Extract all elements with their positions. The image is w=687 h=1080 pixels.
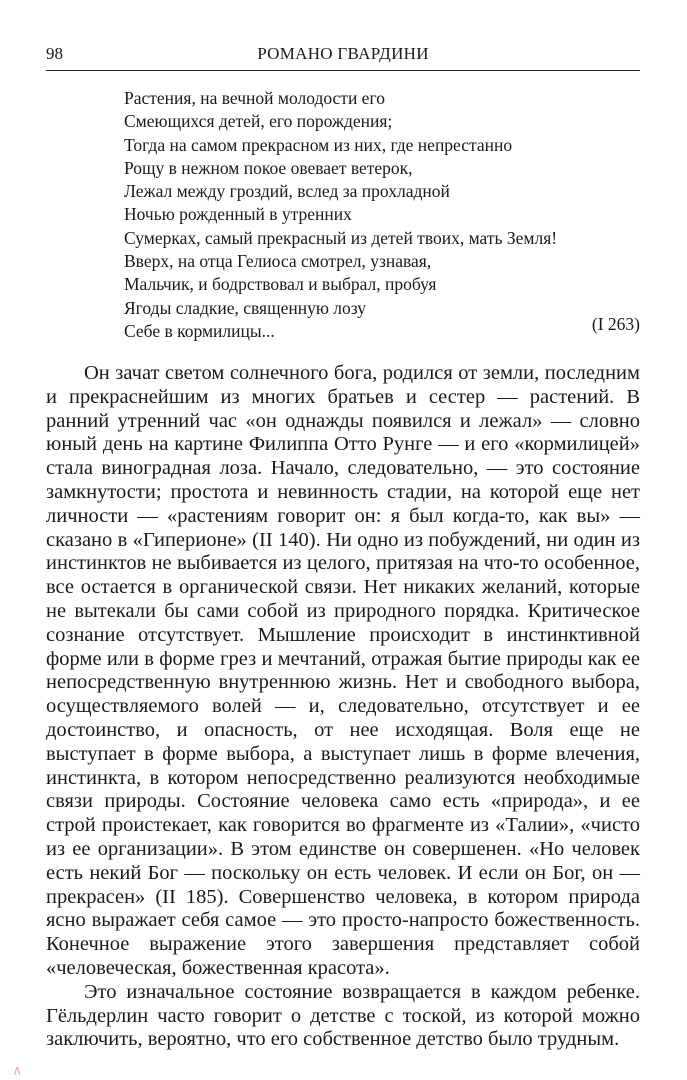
poem-line: Ягоды сладкие, священную лозу: [124, 297, 367, 318]
poem-line: Себе в кормилицы...: [124, 320, 275, 341]
paragraph: Это изначальное состояние возвращается в каждом ребенке. Гёльдерлин часто говорит о детстве с тоской, из которой можно заключить, вероятно, что его собственное детство было трудным.: [46, 980, 640, 1051]
poem-line: Тогда на самом прекрасном из них, где непрестанно: [124, 134, 513, 155]
page-header: [46, 44, 640, 71]
poem-line: Вверх, на отца Гелиоса смотрел, узнавая,: [124, 251, 432, 272]
poem-line: Растения, на вечной молодости его: [124, 88, 385, 108]
poem-line: Ночью рожденный в утренних: [124, 204, 352, 225]
margin-mark: ∧: [12, 1064, 23, 1079]
running-title: РОМАНО ГВАРДИНИ: [257, 44, 429, 63]
poem-quote: [124, 87, 557, 343]
poem-line: Лежал между гроздий, вслед за прохладной: [124, 181, 450, 202]
paragraph: Он зачат светом солнечного бога, родился от земли, последним и прекраснейшим из многих братьев и сестер — растений. В ранний утренний час «он однажды появился и лежал» — словно юный день на картине Филиппа Отто Рунге — и его «кормилицей» стала виноградная лоза. Начало, следовательно, — это состояние замкнутости; простота и невинность стадии, на которой еще нет личности — «растениям говорит он: я был когда-то, как вы» — сказано в «Гиперионе» (II 140). Ни одно из побуждений, ни один из инстинктов не выбивается из целого, притязая на что-то особенное, все остается в органической связи. Нет никаких желаний, которые не вытекали бы сами собой из природного порядка. Критическое сознание отсутствует. Мышление происходит в инстинктивной форме или в форме грез и мечтаний, отражая бытие природы как ее непосредственную внутреннюю жизнь. Нет и свободного выбора, осуществляемого волей — и, следовательно, отсутствует и ее достоинство, и опасность, от нее исходящая. Воля еще не выступает в форме выбора, а выступает лишь в форме влечения, инстинкта, в котором непосредственно реализуются необходимые связи природы. Состояние человека само есть «природа», и ее строй проистекает, как говорится во фрагменте из «Талии», «чисто из ее организации». В этом единстве он совершенен. «Но человек есть некий Бог — поскольку он есть человек. И если он Бог, он — прекрасен» (II 185). Совершенство человека, в котором природа ясно выражает себя самое — это просто-напросто божественность. Конечное выражение этого завершения представляет собой «человеческая, божественная красота».: [46, 362, 640, 979]
poem-line: Смеющихся детей, его порождения;: [124, 111, 393, 132]
poem-citation: (I 263): [591, 314, 640, 334]
poem-line: Рощу в нежном покое овевает ветерок,: [124, 157, 413, 178]
poem-line: Сумерках, самый прекрасный из детей твоих, мать Земля!: [124, 227, 558, 248]
body-text: [46, 362, 640, 1052]
page-number: 98: [46, 44, 63, 63]
poem-line: Мальчик, и бодрствовал и выбрал, пробуя: [124, 274, 437, 295]
